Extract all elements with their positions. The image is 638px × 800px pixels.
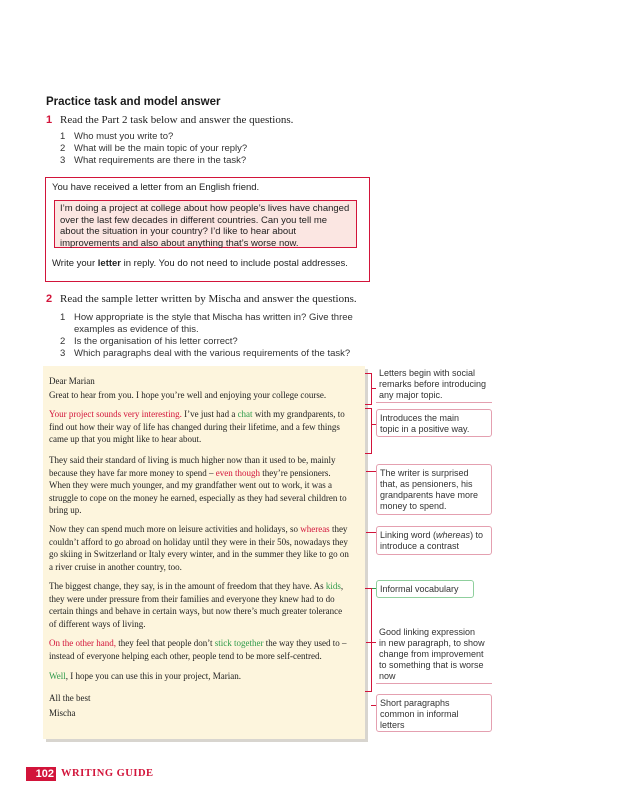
letter-paragraph-7 [49,670,361,683]
item-number: 1 [60,312,66,323]
letter-text: a river cruise in another country, too. [49,561,182,572]
margin-note-5 [376,580,474,598]
informal-word: stick together [214,638,264,648]
letter-text: with my grandparents, to [252,409,345,419]
note-text: Letters begin with social [379,368,476,378]
item-number: 1 [60,131,66,142]
letter-signature: Mischa [49,708,76,718]
bracket-4-tick [366,532,376,533]
task-instructions-bold: letter [97,258,121,269]
margin-note-6 [376,626,492,684]
letter-text: came up that you might like to hear about. [49,434,202,445]
letter-paragraph-3 [49,454,361,517]
question-1-text: Read the Part 2 task below and answer the questions. [60,114,294,126]
note-text: Informal vocabulary [380,584,459,594]
letter-text: Now they can spend much more on leisure activities and holidays, so [49,524,301,534]
letter-text: They said their standard of living is much higher now than it used to be, mainly [49,455,336,465]
note-text: topic in a positive way. [380,424,470,434]
letter-closing: All the best [49,693,91,703]
question-1-item-2 [60,143,247,155]
note-text: that, as pensioners, his [380,479,473,489]
task-instructions [52,258,348,269]
letter-paragraph-4 [49,523,361,573]
bracket-3-tick [366,471,376,472]
letter-paragraph-6 [49,637,361,662]
informal-word: Well [49,671,66,681]
note-text: Linking word ( [380,530,437,540]
letter-text: of different ways of living. [49,618,146,629]
note-text: letters [380,720,405,730]
letter-text: , [340,581,344,591]
item-number: 2 [60,143,66,154]
letter-text: couldn’t afford to go abroad on holiday until they were in their 50s, nowadays they [49,536,348,547]
letter-text: they feel that people don’t [115,638,215,648]
note-text: common in informal [380,709,459,719]
question-2-item-3 [60,348,350,360]
page-number: 102 [26,767,56,781]
task-quote: I’m doing a project at college about how people’s lives have changed over the last few decades in different countries. Can you tell me about the situation in your country? I’d like to hear about improvements and also about anything that’s worse now. [54,200,357,248]
margin-note-7 [376,694,492,732]
note-text: The writer is surprised [380,468,469,478]
letter-text: they were under pressure from their families and everyone they knew had to do [49,593,335,604]
question-2-item-2 [60,336,238,348]
letter-paragraph-5 [49,580,361,630]
margin-note-3 [376,464,492,515]
item-number: 2 [60,336,66,347]
letter-text: the way they used to – [263,638,347,648]
letter-text: find out how their way of life has changed during their lifetime, and a few things [49,421,340,432]
task-instructions-text: in reply. You do not need to include postal addresses. [121,258,348,269]
letter-paragraph-2 [49,408,361,446]
note-text: Short paragraphs [380,698,450,708]
note-text: introduce a contrast [380,541,460,551]
bracket-1 [365,373,372,405]
letter-text: The biggest change, they say, is in the amount of freedom that they have. As [49,581,326,591]
margin-note-4 [376,526,492,555]
note-text: ) to [470,530,484,540]
note-text: remarks before introducing [379,379,487,389]
bracket-7 [365,588,372,692]
letter-text: struggle to cope on the money he earned, especially as they had several children to [49,492,347,503]
note-text: change from improvement [379,649,484,659]
note-text: grandparents have more [380,490,479,500]
letter-paragraph-1: Great to hear from you. I hope you’re well and enjoying your college course. [49,390,327,400]
bracket-2 [365,408,372,454]
letter-text: because they have far more money to spend – [49,467,216,478]
letter-text: When they were much younger, and my grandfather went out to work, it was a [49,480,333,491]
margin-note-1 [376,367,492,403]
note-text: to something that is worse [379,660,484,670]
highlight-phrase: Your project sounds very interesting. [49,409,182,419]
letter-text: certain things and behave in certain ways, but now there’s much greater tolerance [49,606,343,617]
section-heading: Practice task and model answer [46,96,221,108]
item-text: Which paragraphs deal with the various requirements of the task? [74,348,351,359]
letter-text: I’ve just had a [181,409,238,419]
letter-text: bring up. [49,505,82,516]
informal-word: chat [237,409,253,419]
margin-note-2 [376,409,492,437]
question-2-item-1 [60,312,353,336]
task-box [45,177,370,282]
letter-text: , I hope you can use this in your project, Marian. [65,671,241,681]
letter-text: go skiing in Switzerland or Italy every winter, and in the summer they like to go on [49,549,349,560]
item-text: examples as evidence of this. [74,324,199,335]
item-number: 3 [60,348,66,359]
note-text: money to spend. [380,501,447,511]
question-2-text: Read the sample letter written by Mischa and answer the questions. [60,293,357,305]
question-2 [46,293,357,305]
note-text: now [379,671,396,681]
sample-letter [43,366,365,739]
highlight-phrase: On the other hand, [49,638,116,648]
note-text: any major topic. [379,390,443,400]
item-text: How appropriate is the style that Mischa has written in? Give three [74,312,353,323]
footer-label: WRITING GUIDE [61,768,154,779]
letter-text: they [329,524,348,534]
question-1-item-3 [60,155,246,167]
letter-salutation: Dear Marian [49,376,95,386]
item-text: Is the organisation of his letter correct? [74,336,238,347]
note-text: in new paragraph, to show [379,638,485,648]
question-1-number: 1 [46,114,53,126]
item-text: Who must you write to? [74,131,174,142]
letter-text: instead of everyone helping each other, people tend to be more self-centred. [49,650,322,661]
highlight-phrase: even though [215,467,260,478]
note-text: Good linking expression [379,627,476,637]
item-text: What requirements are there in the task? [74,155,247,166]
question-1-item-1 [60,131,173,143]
item-text: What will be the main topic of your reply? [74,143,248,154]
note-italic: whereas [436,530,471,540]
question-2-number: 2 [46,293,53,305]
item-number: 3 [60,155,66,166]
task-intro: You have received a letter from an English friend. [52,182,260,193]
letter-text: they’re pensioners. [259,467,331,478]
note-text: Introduces the main [380,413,460,423]
task-instructions-text: Write your [52,258,98,269]
highlight-phrase: whereas [300,524,330,534]
informal-word: kids [325,581,341,591]
question-1 [46,114,293,126]
